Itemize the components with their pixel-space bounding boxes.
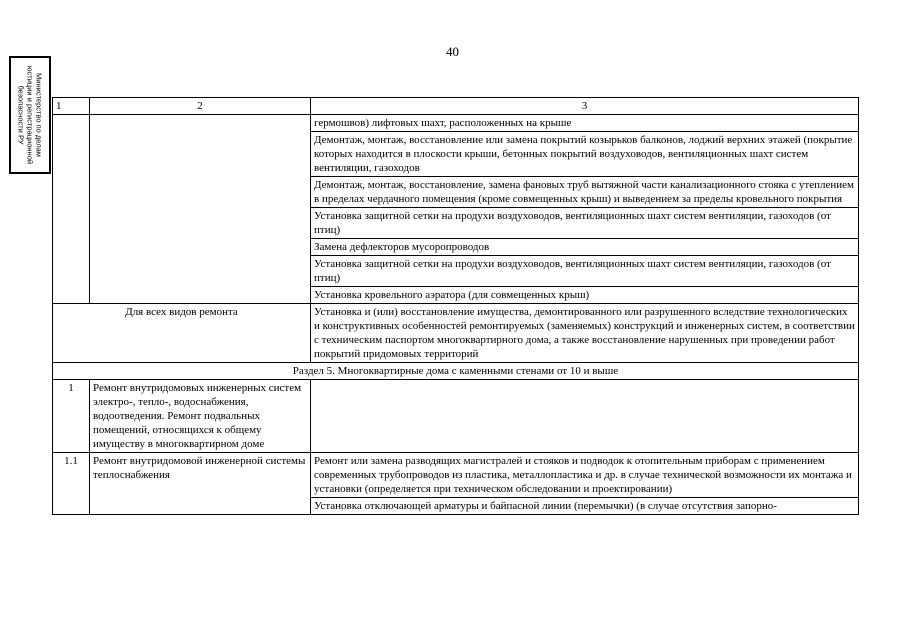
work-item: Замена дефлекторов мусоропроводов xyxy=(311,239,859,256)
work-item: Установка защитной сетки на продухи воздуховодов, вентиляционных шахт систем вентиляции, газоходов (от птиц) xyxy=(311,256,859,287)
stamp-line: юстиции и регистрационной xyxy=(25,65,35,165)
table-row xyxy=(53,304,859,363)
header-col-3: 3 xyxy=(311,98,859,115)
page-number: 40 xyxy=(446,44,459,59)
table-row xyxy=(53,380,859,453)
empty-cell xyxy=(53,115,90,304)
all-repairs-label: Для всех видов ремонта xyxy=(53,304,311,363)
section-title-row xyxy=(53,363,859,380)
work-item: Установка кровельного аэратора (для совмещенных крыш) xyxy=(311,287,859,304)
row-number: 1 xyxy=(53,380,90,453)
empty-cell xyxy=(90,115,311,304)
stamp-text xyxy=(17,66,44,164)
work-item: Установка защитной сетки на продухи воздуховодов, вентиляционных шахт систем вентиляции, газоходов (от птиц) xyxy=(311,208,859,239)
section-title: Раздел 5. Многоквартирные дома с каменными стенами от 10 и выше xyxy=(53,363,859,380)
header-col-1: 1 xyxy=(53,98,90,115)
work-type-name: Ремонт внутридомовой инженерной системы теплоснабжения xyxy=(90,453,311,515)
stamp-line: Министерство по делам xyxy=(34,73,44,157)
repair-works-table xyxy=(52,97,859,515)
work-item: Ремонт или замена разводящих магистралей и стояков и подводок к отопительным приборам с применением современных трубопроводов из пластика, металлопластика и др. в случае технической возможности их монтажа и установки (определяется при техническом обследовании и проектировании) xyxy=(311,453,859,498)
table-row xyxy=(53,453,859,498)
work-item: Установка и (или) восстановление имущества, демонтированного или разрушенного вследствие технологических и конструктивных особенностей ремонтируемых (заменяемых) конструкций и инженерных систем, в соответствии с техническим паспортом многоквартирного дома, а также восстановление нарушенных при проведении работ покрытий придомовых территорий xyxy=(311,304,859,363)
table-header-row xyxy=(53,98,859,115)
work-item: гермошвов) лифтовых шахт, расположенных на крыше xyxy=(311,115,859,132)
row-number: 1.1 xyxy=(53,453,90,515)
work-item xyxy=(311,380,859,453)
work-type-name: Ремонт внутридомовых инженерных систем электро-, тепло-, водоснабжения, водоотведения. Ремонт подвальных помещений, относящихся к общему имуществу в многоквартирном доме xyxy=(90,380,311,453)
registration-stamp xyxy=(9,56,51,174)
table-row xyxy=(53,115,859,132)
header-col-2: 2 xyxy=(90,98,311,115)
work-item: Установка отключающей арматуры и байпасной линии (перемычки) (в случае отсутствия запорно- xyxy=(311,498,859,515)
stamp-line: безопасности РУ xyxy=(16,85,26,145)
work-item: Демонтаж, монтаж, восстановление или замена покрытий козырьков балконов, лоджий верхних этажей (покрытие которых находится в плоскости крыши, бетонных покрытий воздуховодов, вентиляционных шахт систем вентиляции, газоходов xyxy=(311,132,859,177)
work-item: Демонтаж, монтаж, восстановление, замена фановых труб вытяжной части канализационного стояка с утеплением в пределах чердачного помещения (кроме совмещенных крыш) и выведением за пределы кровельного покрытия xyxy=(311,177,859,208)
